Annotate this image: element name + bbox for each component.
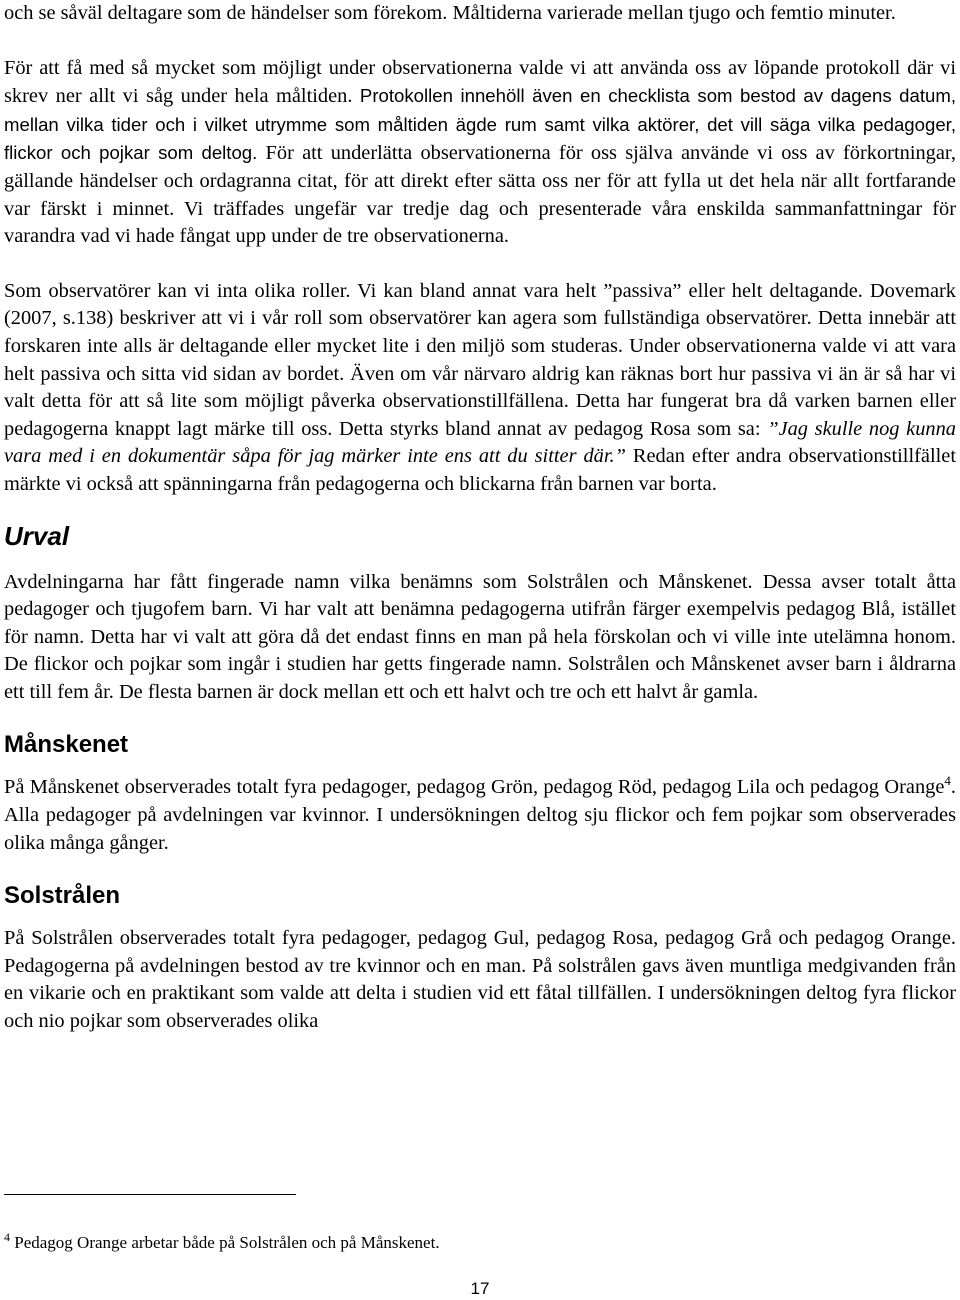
footnote [4,1232,440,1254]
paragraph-text: Som observatörer kan vi inta olika roller. Vi kan bland annat vara helt ”passiva” eller helt deltagande. Dovemark (2007, s.138) beskriver att vi i vår roll som observatörer kan agera som fullständiga observatörer. Detta innebär att forskaren inte alls är deltagande eller mycket lite i den miljö som studeras. Under observationerna valde vi att vara helt passiva och sitta vid sidan av bordet. Även om vår närvaro aldrig kan räknas bort hur passiva vi än är så har vi valt detta för att så lite som möjligt påverka observationstillfällena. Detta har fungerat bra då varken barnen eller pedagogerna knappt lagt märke till oss. Detta styrks bland annat av pedagog Rosa som sa: [4,279,956,440]
paragraph-text-sans: Protokollen innehöll även en checklista som bestod av dagens datum, mellan vilka tider och i vilket utrymme som måltiden ägde rum samt vilka aktörer, det vill säga vilka pedagoger, flickor och pojkar som deltog. [4,85,956,164]
footnote-reference[interactable]: 4 [944,773,951,789]
footnote-separator [4,1194,296,1195]
paragraph-text: och se såväl deltagare som de händelser som förekom. Måltiderna varierade mellan tjugo och femtio minuter. [4,2,896,24]
quote-text: ”Jag skulle nog kunna vara med i en dokumentär såpa för jag märker inte ens att du sitter där.” [4,417,956,468]
paragraph-manskenet [4,774,956,857]
paragraph-solstralen [4,925,956,1035]
paragraph-text: På Solstrålen observerades totalt fyra pedagoger, pedagog Gul, pedagog Rosa, pedagog Grå och pedagog Orange. Pedagogerna på avdelningen bestod av tre kvinnor och en man. På solstrålen gavs även muntliga medgivanden från en vikarie och en praktikant som valde att delta i studien vid ett fåtal tillfällen. I undersökningen deltog fyra flickor och nio pojkar som observerades olika [4,927,956,1033]
paragraph-text: För att få med så mycket som möjligt under observationerna valde vi att använda oss av löpande protokoll där vi skrev ner allt vi såg under hela måltiden. [4,56,956,108]
paragraph-text: För att underlätta observationerna för oss själva använde vi oss av förkortningar, gällande händelser och ordagranna citat, för att direkt efter sätta oss ner för att fylla ut det hela när allt fortfarande var färskt i minnet. Vi träffades ungefär var tredje dag och presenterade våra enskilda sammanfattningar för varandra vad vi hade fångat upp under de tre observationerna. [4,142,956,248]
heading-solstralen: Solstrålen [4,882,121,910]
paragraph-text: . Alla pedagoger på avdelningen var kvinnor. I undersökningen deltog sju flickor och fem pojkar som observerades olika många gånger. [4,776,956,854]
footnote-marker: 4 [4,1230,10,1244]
paragraph-text: Avdelningarna har fått fingerade namn vilka benämns som Solstrålen och Månskenet. Dessa avser totalt åtta pedagoger och tjugofem barn. Vi har valt att benämna pedagogerna utifrån färger exempelvis pedagog Blå, istället för namn. Detta har vi valt att göra då det endast finns en man på hela förskolan och vi ville inte utelämna honom. De flickor och pojkar som ingår i studien har getts fingerade namn. Solstrålen och Månskenet avser barn i åldrarna ett till fem år. De flesta barnen är dock mellan ett och ett halvt och tre och ett halvt år gamla. [4,570,956,703]
page-number: 17 [470,1279,490,1298]
paragraph-protocol [4,55,956,251]
document-page [4,0,956,1036]
heading-manskenet: Månskenet [4,731,129,759]
paragraph-text: På Månskenet observerades totalt fyra pedagoger, pedagog Grön, pedagog Röd, pedagog Lila och pedagog Orange [4,776,945,799]
footnote-text: Pedagog Orange arbetar både på Solstrålen och på Månskenet. [14,1233,440,1252]
paragraph-text: Redan efter andra observationstillfället märkte vi också att spänningarna från pedagogerna och blickarna från barnen var borta. [4,445,956,495]
paragraph-observer-roles [4,278,956,499]
paragraph-urval [4,569,956,707]
heading-urval: Urval [4,520,70,551]
paragraph-meal-duration [4,0,956,28]
